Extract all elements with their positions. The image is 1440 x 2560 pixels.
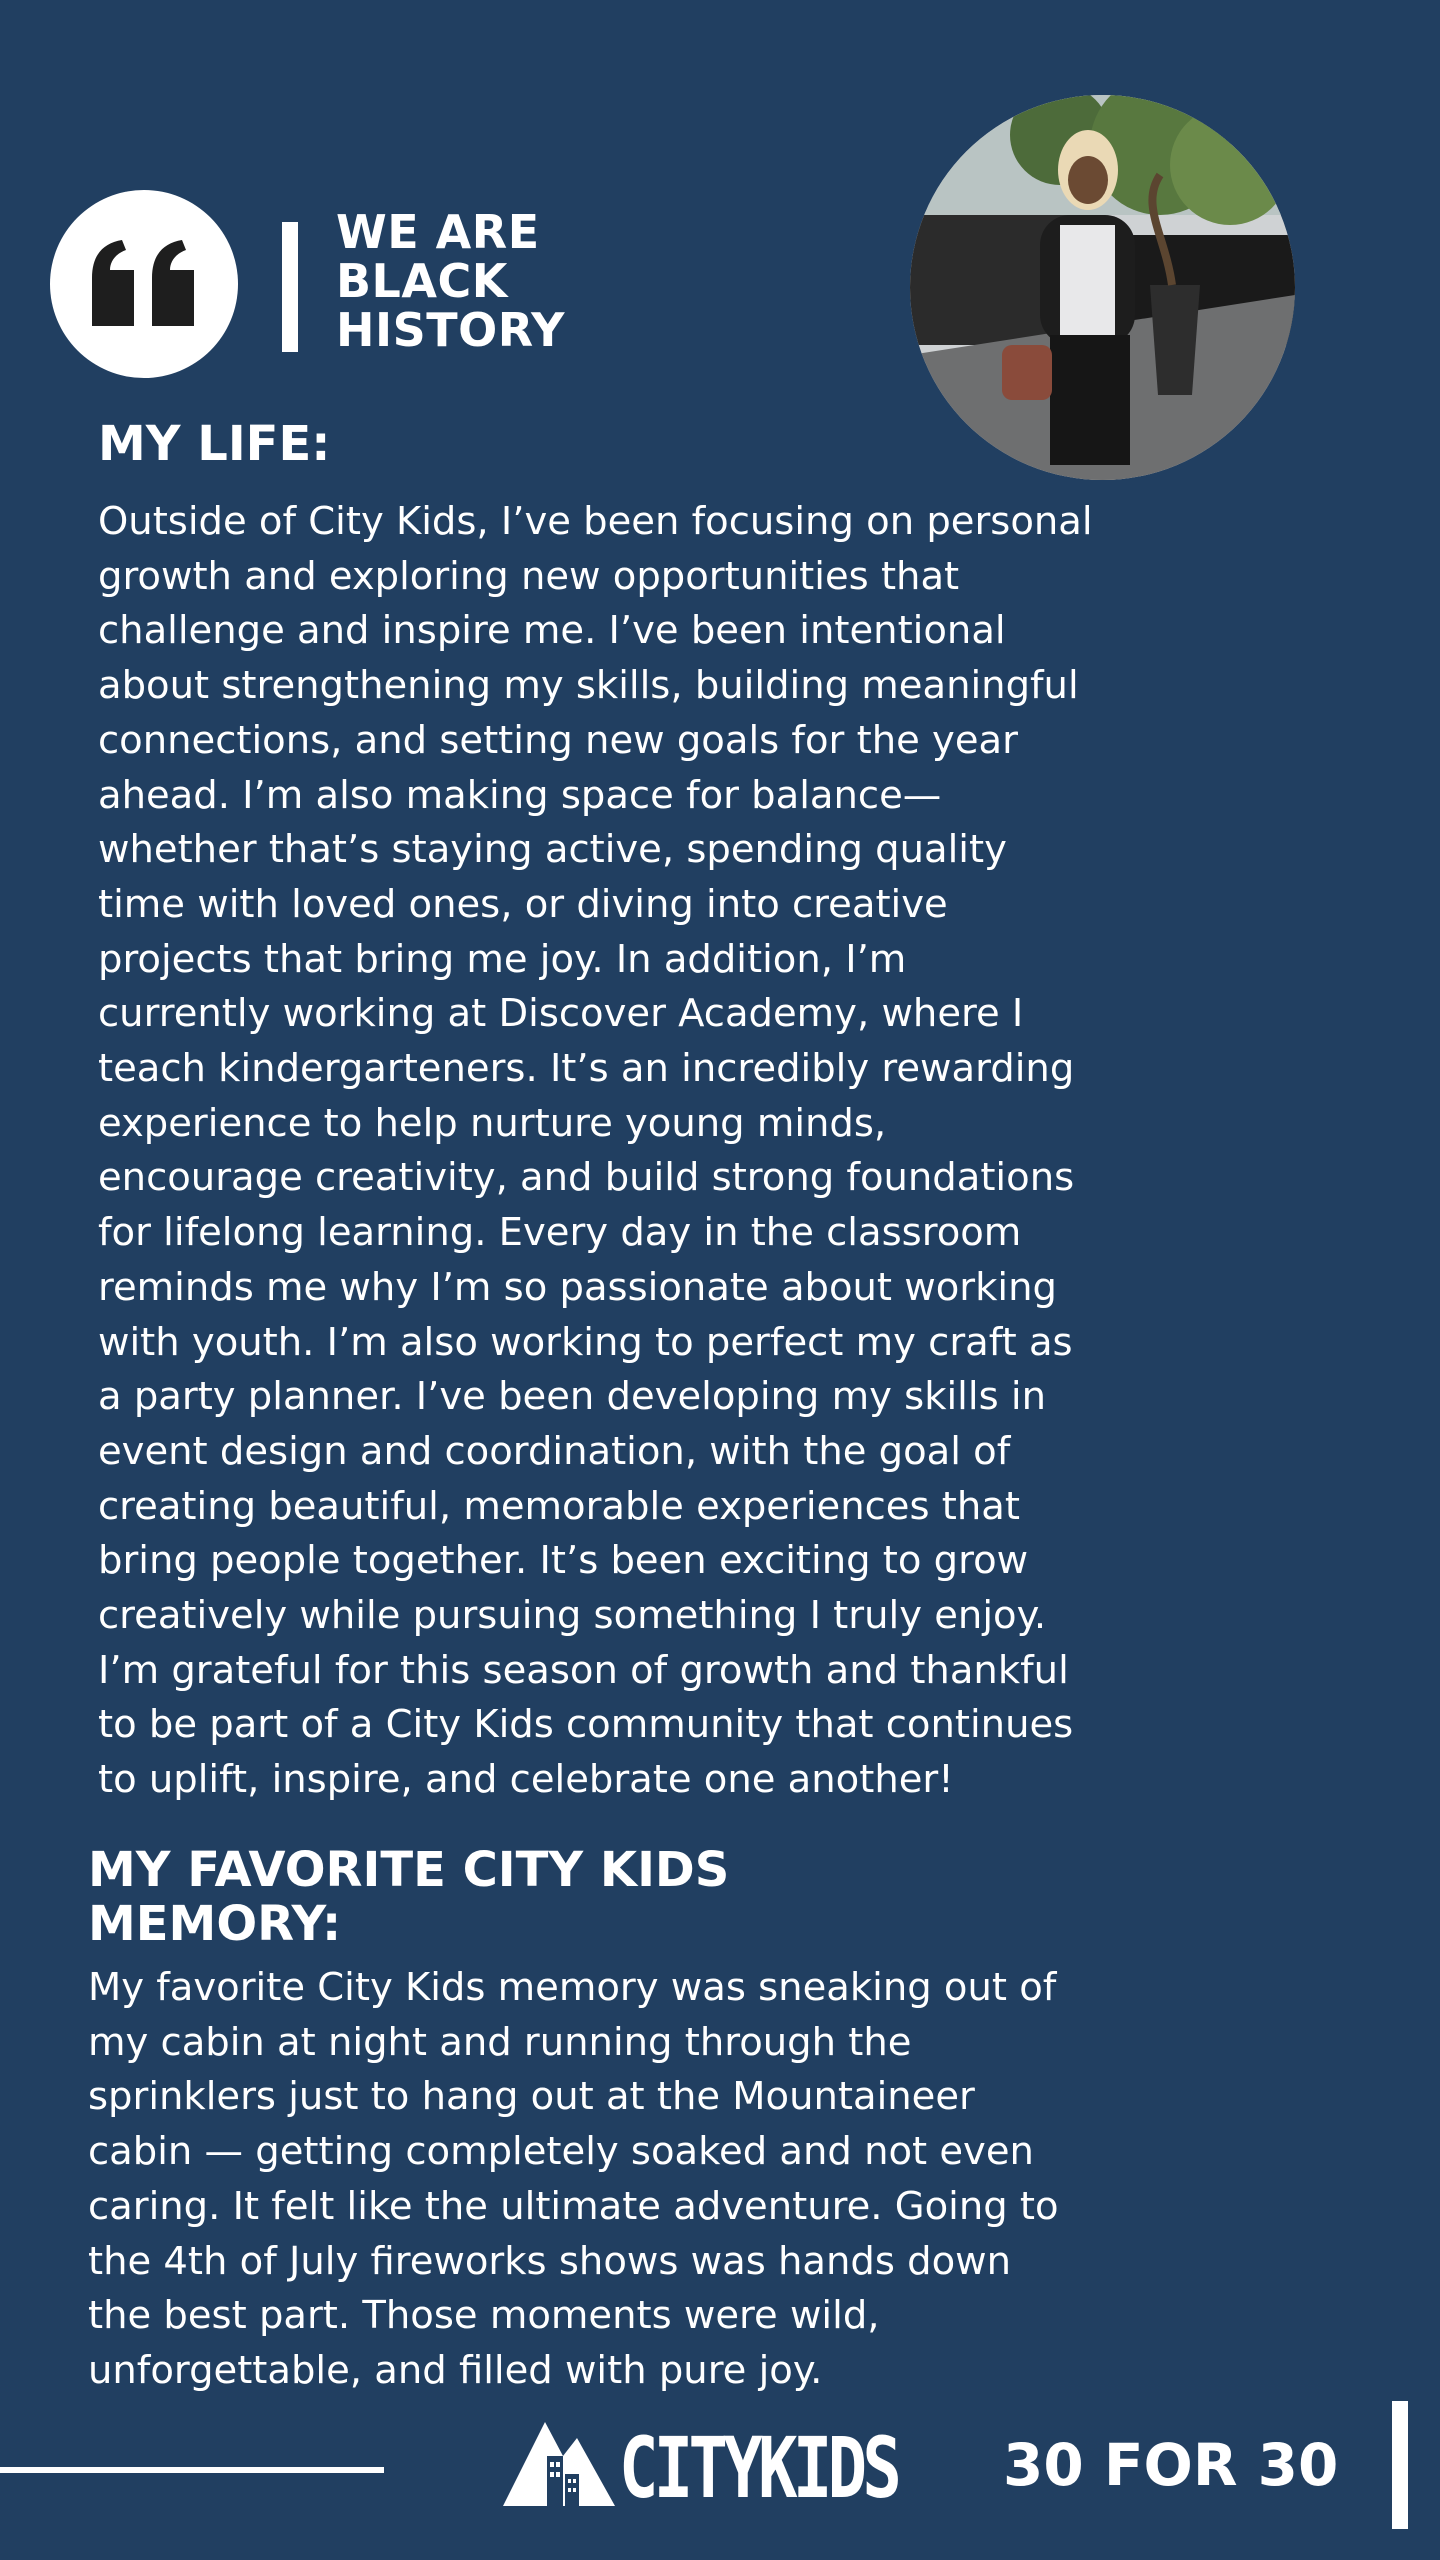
quotation-mark-icon — [88, 240, 200, 330]
favorite-memory-title: MY FAVORITE CITY KIDS MEMORY: — [88, 1842, 730, 1952]
favorite-memory-body: My favorite City Kids memory was sneaking out of my cabin at night and running through the sprinklers just to hang out at the Mountaineer cabin — getting completely soaked and not even caring. It felt like the ultimate adventure. Going to the 4th of July fireworks shows was hands down the best part. Those moments were wild, unforgettable, and filled with pure joy. — [88, 1965, 1059, 2393]
quote-badge — [50, 190, 238, 378]
footer-end-bar — [1392, 2401, 1408, 2529]
logo-wordmark: CITYKIDS — [619, 2419, 898, 2517]
series-title: 30 FOR 30 — [1003, 2431, 1339, 2499]
page-heading: WE ARE BLACK HISTORY — [336, 205, 565, 357]
footer-line — [0, 2467, 384, 2473]
city-skyline-icon — [503, 2416, 615, 2510]
profile-photo — [910, 95, 1295, 480]
city-kids-logo — [503, 2416, 976, 2517]
my-life-body: Outside of City Kids, I’ve been focusing on personal growth and exploring new opportunities that challenge and inspire me. I’ve been intentional about strengthening my skills, building meaningful connections, and setting new goals for the year ahead. I’m also making space for balance— whether that’s staying active, spending quality time with loved ones, or diving into creative projects that bring me joy. In addition, I’m currently working at Discover Academy, where I teach kindergarteners. It’s an incredibly rewarding experience to help nurture young minds, encourage creativity, and build strong foundations for lifelong learning. Every day in the classroom reminds me why I’m so passionate about working with youth. I’m also working to perfect my craft as a party planner. I’ve been developing my skills in event design and coordination, with the goal of creating beautiful, memorable experiences that bring people together. It’s been exciting to grow creatively while pursuing something I truly enjoy. I’m grateful for this season of growth and thankful to be part of a City Kids community that continues to uplift, inspire, and celebrate one another! — [98, 499, 1093, 1803]
header-divider — [282, 222, 298, 352]
photo-illustration — [910, 95, 1295, 480]
my-life-title: MY LIFE: — [98, 416, 331, 472]
